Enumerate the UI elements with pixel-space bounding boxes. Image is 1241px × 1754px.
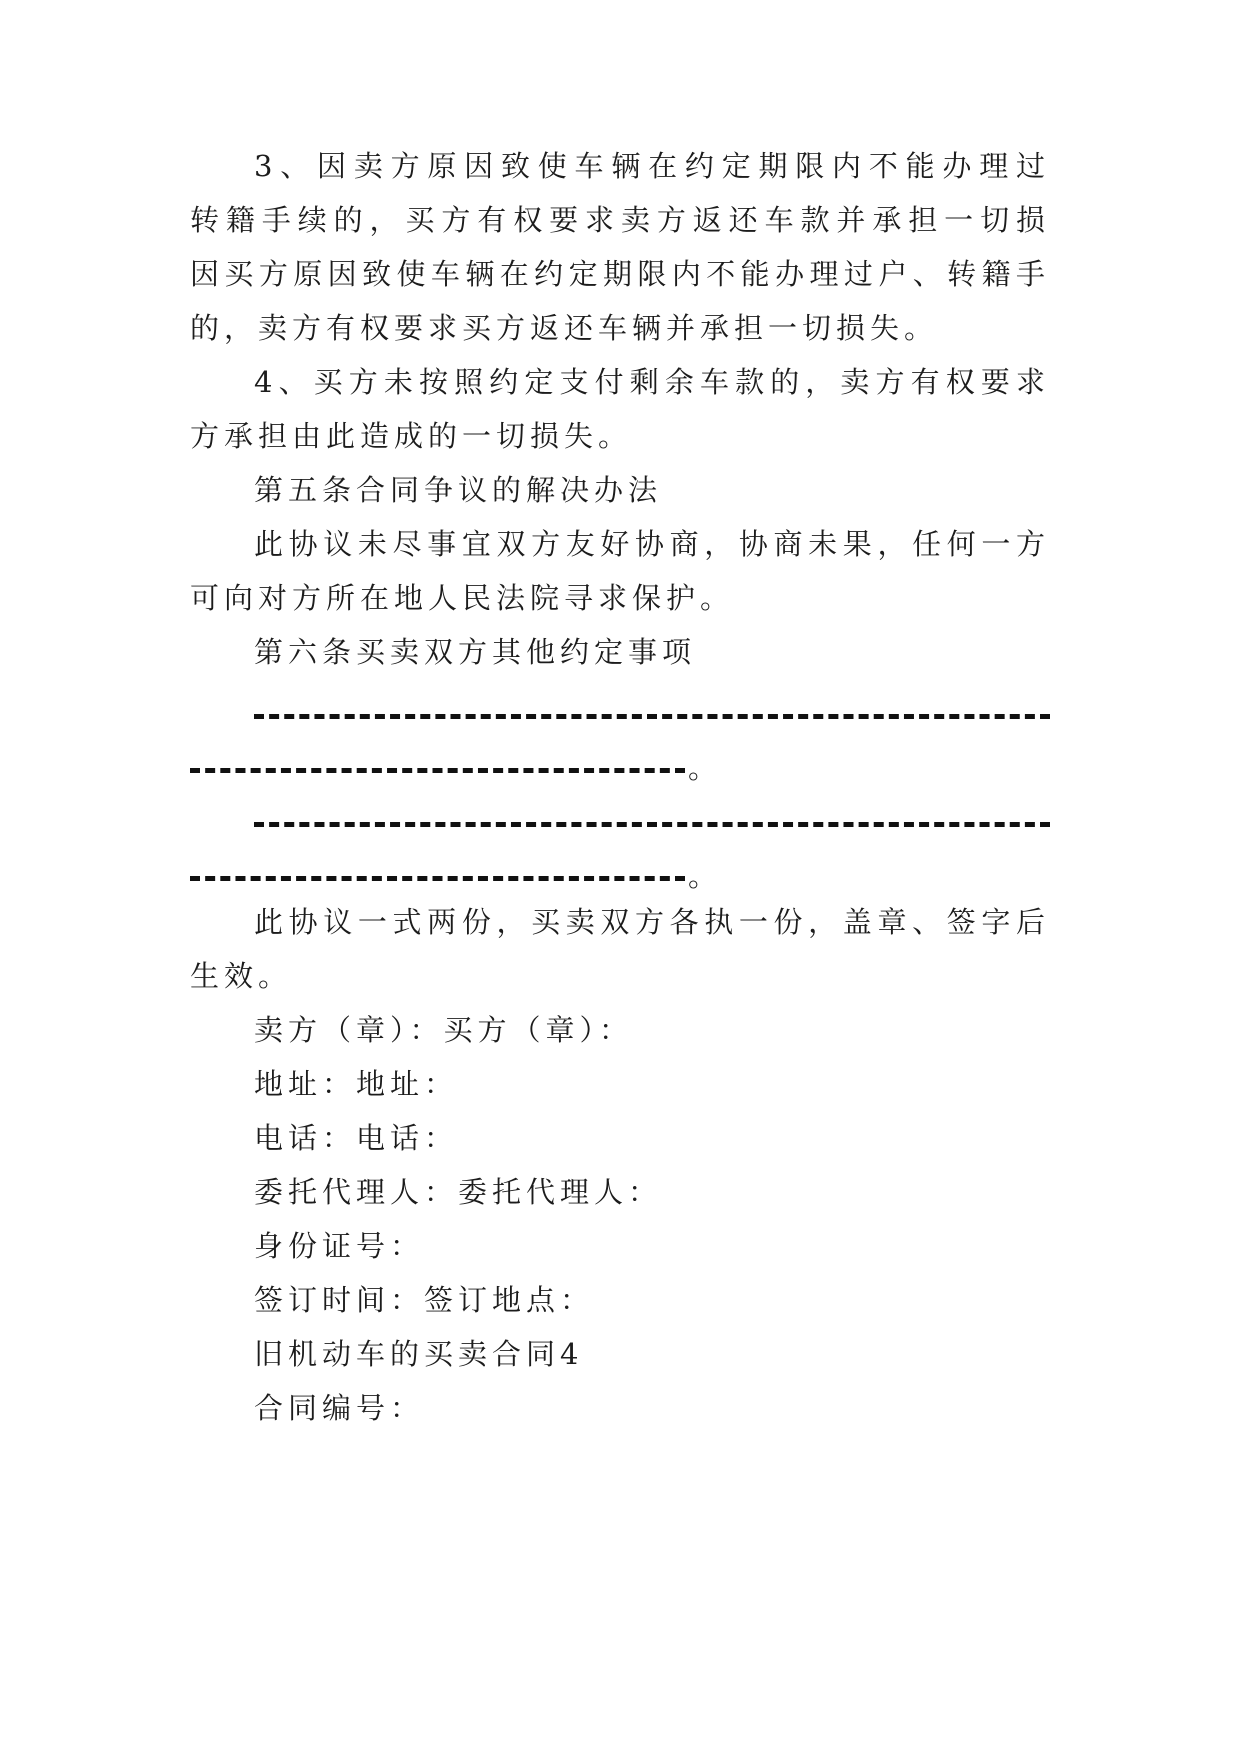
- blank-line-1-end: 。: [688, 751, 723, 785]
- signature-time-place: 签订时间：签订地点：: [254, 1283, 595, 1317]
- blank-line-2-end: 。: [688, 859, 723, 893]
- clause3-line2: 转籍手续的，买方有权要求卖方返还车款并承担一切损: [190, 203, 1050, 237]
- signature-parties: 卖方（章）：买方（章）：: [254, 1013, 634, 1047]
- blank-line-2b: [190, 876, 685, 881]
- signature-address: 地址：地址：: [254, 1067, 459, 1101]
- clause3-line1: 3、因卖方原因致使车辆在约定期限内不能办理过: [254, 149, 1050, 183]
- contract-number-label: 合同编号：: [254, 1391, 425, 1425]
- blank-line-2a: [254, 822, 1050, 827]
- blank-line-1a: [254, 714, 1050, 719]
- effect-line2: 生效。: [190, 959, 293, 993]
- clause4-line2: 方承担由此造成的一切损失。: [190, 419, 633, 453]
- signature-agent: 委托代理人：委托代理人：: [254, 1175, 663, 1209]
- article5-line1: 此协议未尽事宜双方友好协商，协商未果，任何一方: [254, 527, 1050, 561]
- effect-line1: 此协议一式两份，买卖双方各执一份，盖章、签字后: [254, 905, 1050, 939]
- clause3-line3: 因买方原因致使车辆在约定期限内不能办理过户、转籍手: [190, 257, 1050, 291]
- blank-line-1b: [190, 768, 685, 773]
- article5-heading: 第五条合同争议的解决办法: [254, 473, 663, 507]
- next-contract-title: 旧机动车的买卖合同4: [254, 1337, 584, 1371]
- clause3-line4: 的，卖方有权要求买方返还车辆并承担一切损失。: [190, 311, 939, 345]
- article6-heading: 第六条买卖双方其他约定事项: [254, 635, 697, 669]
- signature-phone: 电话：电话：: [254, 1121, 459, 1155]
- clause4-line1: 4、买方未按照约定支付剩余车款的，卖方有权要求: [254, 365, 1050, 399]
- signature-id-number: 身份证号：: [254, 1229, 425, 1263]
- article5-line2: 可向对方所在地人民法院寻求保护。: [190, 581, 735, 615]
